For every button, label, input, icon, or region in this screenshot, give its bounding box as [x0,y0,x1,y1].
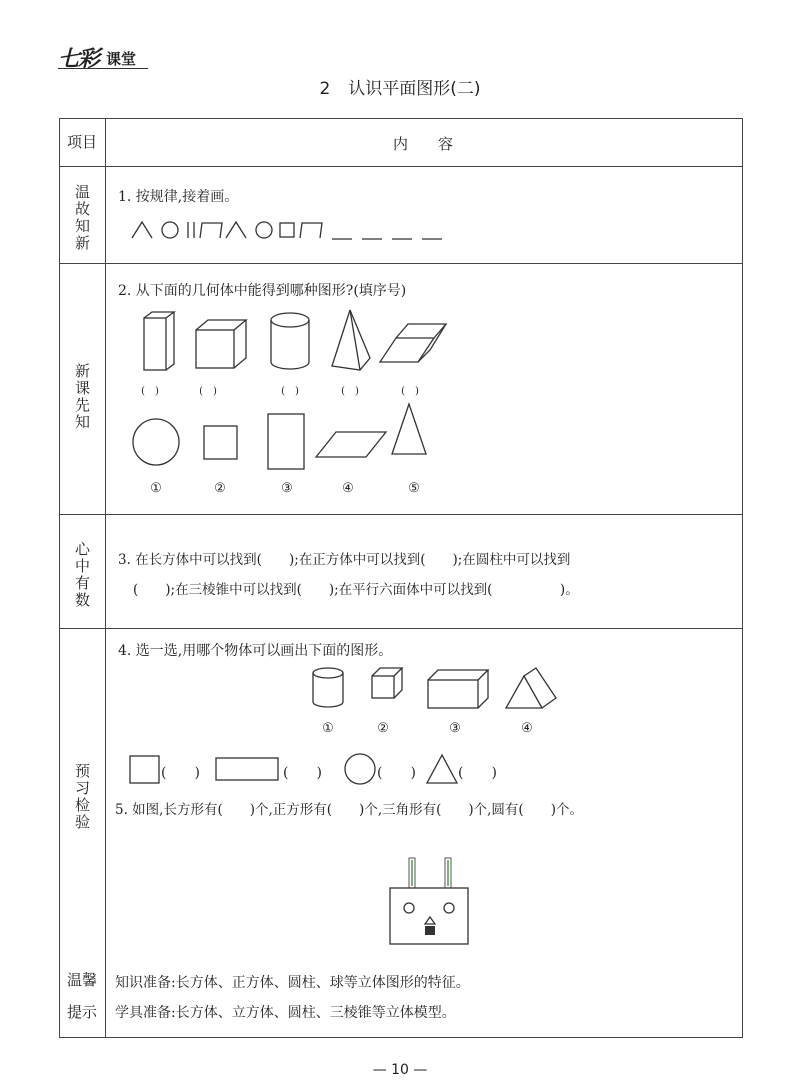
object-label: ④ [521,721,533,736]
cylinder-object [313,668,343,707]
header-content: 内 容 [392,135,453,153]
pattern-sequence [130,218,470,242]
row-divider [59,263,743,264]
square-shape [130,756,159,783]
solid-answer-blank: ( ) [401,386,419,397]
parallelogram-shape [300,223,322,238]
object-figures [310,664,560,714]
brand-name-small: 课堂 [106,50,137,68]
tip-materials: 学具准备:长方体、立方体、圆柱、三棱锥等立体模型。 [115,1005,456,1021]
row-divider [59,514,743,515]
section-label-preview: 预习检验 [73,763,91,831]
brand-logo [58,42,150,70]
question-5: 5. 如图,长方形有( )个,正方形有( )个,三角形有( )个,圆有( )个。 [115,802,583,818]
object-label: ② [377,721,389,736]
section-label-new-lesson: 新课先知 [73,363,91,431]
cylinder-figure [271,313,309,369]
parallelepiped-figure [380,324,446,362]
tip-knowledge: 知识准备:长方体、正方体、圆柱、球等立体图形的特征。 [115,975,470,991]
question-2: 2. 从下面的几何体中能得到哪种图形?(填序号) [118,283,407,299]
caret-shape [226,222,246,238]
plane-label: ② [214,481,226,496]
object-label: ① [322,721,334,736]
section-label-review: 温故知新 [73,184,91,252]
page-title [0,74,800,99]
cube-object [372,668,402,698]
socket-square [425,926,435,935]
socket-body [390,888,468,944]
shape-answer-blank: ( ) [161,765,200,781]
plane-label: ③ [281,481,293,496]
rectangle-shape [216,758,278,780]
cuboid-object [428,670,488,708]
plug-pin-left-fill [411,860,413,886]
cuboid-figure [144,312,174,370]
circle-shape [345,754,375,784]
triangle-figure [392,404,426,454]
square-shape [280,223,294,237]
solid-answer-blank: ( ) [141,386,159,397]
plug-pin-right-fill [447,860,449,886]
square-figure [204,426,237,459]
question-3-line-1: 3. 在长方体中可以找到( );在正方体中可以找到( );在圆柱中可以找到 [118,552,571,568]
rectangle-figure [268,414,304,469]
column-divider [105,118,106,1038]
solid-answer-blank: ( ) [341,386,359,397]
row-divider [59,628,743,629]
pyramid-figure [332,310,370,370]
page-number: — 10 — [372,1062,428,1078]
plane-label: ⑤ [408,481,420,496]
solid-answer-blank: ( ) [199,386,217,397]
header-item: 项目 [66,133,97,151]
brand-name-big: 七彩 [58,46,99,72]
solid-answer-blank: ( ) [281,386,299,397]
question-4: 4. 选一选,用哪个物体可以画出下面的图形。 [118,643,393,659]
circle-figure [133,419,179,465]
socket-picture [385,856,475,948]
brand-underline [58,68,148,69]
section-label-tips-1: 温馨 [66,971,97,989]
triangular-prism-object [506,668,556,708]
plane-label: ④ [342,481,354,496]
lesson-number: 2 [319,79,331,99]
shape-answer-blank: ( ) [377,765,416,781]
question-1: 1. 按规律,接着画。 [118,189,239,205]
plane-figures [130,402,450,472]
solid-figures [140,310,450,372]
object-label: ③ [449,721,461,736]
question-3-line-2: ( );在三棱锥中可以找到( );在平行六面体中可以找到( )。 [133,582,579,598]
shape-answer-blank: ( ) [458,765,497,781]
parallelogram-shape [200,223,222,238]
cube-figure [196,320,246,368]
shape-answer-blank: ( ) [283,765,322,781]
parallelogram-figure [316,432,386,457]
circle-shape [162,222,178,238]
triangle-shape [427,755,457,783]
section-label-understand: 心中有数 [73,541,91,609]
circle-shape [256,222,272,238]
lesson-title: 认识平面图形(二) [348,79,481,99]
socket-hole-right [444,903,454,913]
row-divider [59,166,743,167]
socket-triangle [425,917,435,924]
caret-shape [132,222,152,238]
socket-hole-left [404,903,414,913]
plane-label: ① [150,481,162,496]
section-label-tips-2: 提示 [66,1003,97,1021]
